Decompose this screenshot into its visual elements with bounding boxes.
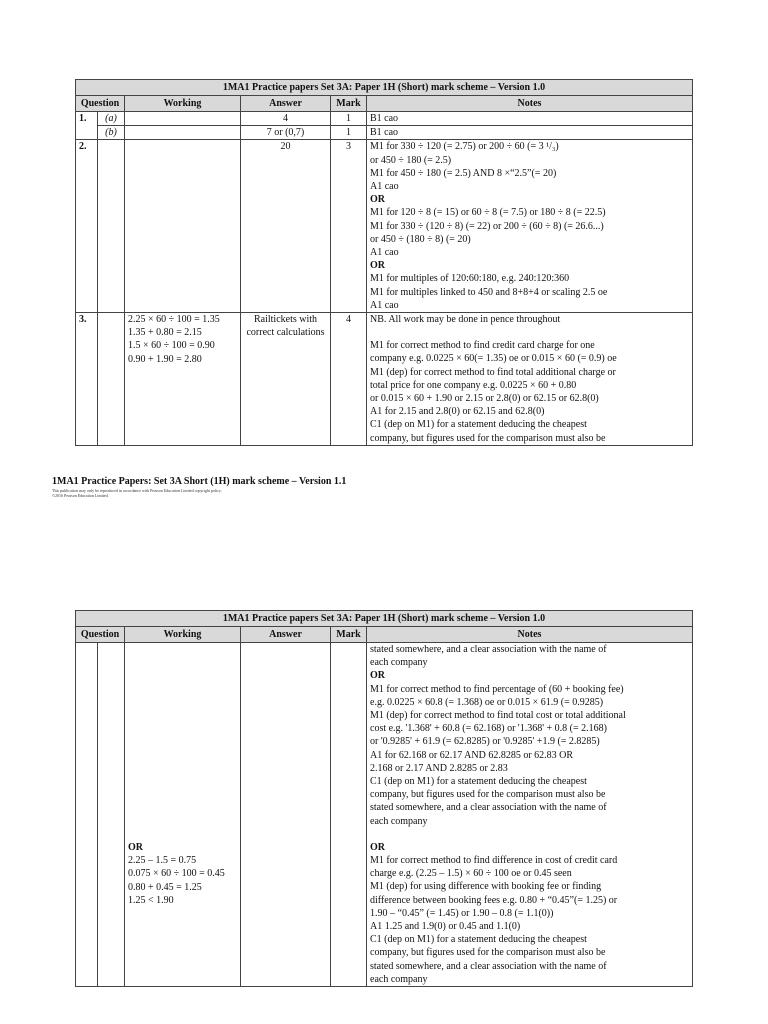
table-row: [76, 643, 693, 987]
note-line: A1 for 2.15 and 2.8(0) or 62.15 and 62.8(0): [370, 406, 545, 418]
note-line: A1 cao: [370, 299, 399, 311]
working-line: 1.5 × 60 ÷ 100 = 0.90: [128, 340, 215, 352]
mark-cell: 3: [331, 140, 367, 313]
answer-cell: 4: [241, 112, 331, 126]
table-row: [76, 112, 693, 126]
notes-cell: B1 cao: [367, 126, 693, 140]
table-row: [76, 126, 693, 140]
note-line: M1 for 330 ÷ 120 (= 2.75) or 200 ÷ 60 (= 3 ¹/₃): [370, 141, 559, 153]
notes-cell: [367, 140, 693, 313]
note-line: company, but figures used for the comparison must also be: [370, 947, 606, 959]
question-part: [98, 313, 125, 446]
question-part: (b): [98, 126, 125, 140]
note-line: or 450 ÷ (180 ÷ 8) (= 20): [370, 233, 471, 245]
header-working: Working: [125, 627, 241, 643]
working-line: 1.25 < 1.90: [128, 894, 174, 906]
table-row: [76, 313, 693, 446]
working-line: OR: [128, 842, 143, 853]
footer-title: 1MA1 Practice Papers: Set 3A Short (1H) mark scheme – Version 1.1: [52, 476, 347, 487]
note-line: stated somewhere, and a clear association with the name of: [370, 960, 607, 972]
note-line: company, but figures used for the comparison must also be: [370, 432, 606, 444]
answer-cell: 20: [241, 140, 331, 313]
note-line: M1 for multiples linked to 450 and 8+8+4 or scaling 2.5 oe: [370, 286, 608, 298]
note-line: M1 for 330 ÷ (120 ÷ 8) (= 22) or 200 ÷ (60 ÷ 8) (= 26.6...): [370, 220, 604, 232]
note-line: M1 (dep) for correct method to find total additional charge or: [370, 366, 616, 378]
question-number: 2.: [76, 140, 98, 313]
note-line: M1 for correct method to find difference in cost of credit card: [370, 855, 618, 867]
working-cell: [125, 313, 241, 446]
note-line: M1 (dep) for correct method to find total cost or total additional: [370, 710, 626, 722]
note-line: or 450 ÷ 180 (= 2.5): [370, 154, 452, 166]
note-line: company, but figures used for the comparison must also be: [370, 789, 606, 801]
mark-scheme-table: [75, 79, 693, 446]
note-line: or 0.015 × 60 + 1.90 or 2.15 or 2.8(0) or 62.15 or 62.8(0): [370, 393, 599, 405]
mark-scheme-table: [75, 610, 693, 987]
question-number: 1.: [76, 112, 98, 140]
note-line: A1 for 62.168 or 62.17 AND 62.8285 or 62.83 OR: [370, 749, 574, 761]
note-line: M1 for 120 ÷ 8 (= 15) or 60 ÷ 8 (= 7.5) or 180 ÷ 8 (= 22.5): [370, 207, 606, 219]
note-line: M1 (dep) for using difference with booking fee or finding: [370, 881, 602, 893]
answer-line: correct calculations: [246, 327, 325, 339]
note-line: charge e.g. (2.25 – 1.5) × 60 ÷ 100 oe or 0.45 seen: [370, 868, 572, 880]
note-line: A1 cao: [370, 247, 399, 259]
note-line: M1 for correct method to find percentage of (60 + booking fee): [370, 683, 624, 695]
note-line: or '0.9285' + 61.9 (= 62.8285) or '0.9285' +1.9 (= 2.8285): [370, 736, 600, 748]
answer-cell: 7 or (0,7): [241, 126, 331, 140]
answer-cell: [241, 643, 331, 987]
note-line: OR: [370, 260, 385, 272]
header-mark: Mark: [331, 627, 367, 643]
mark-cell: [331, 643, 367, 987]
working-line: 1.35 + 0.80 = 2.15: [128, 327, 202, 339]
header-question: Question: [76, 96, 125, 112]
working-line: 0.075 × 60 ÷ 100 = 0.45: [128, 868, 225, 880]
working-cell: [125, 126, 241, 140]
working-cell: [125, 140, 241, 313]
question-part: [98, 643, 125, 987]
note-line: OR: [370, 670, 385, 682]
working-line: 2.25 × 60 ÷ 100 = 1.35: [128, 314, 220, 326]
question-number: [76, 643, 98, 987]
question-part: [98, 140, 125, 313]
page-footer: [52, 476, 752, 498]
table-row: [76, 140, 693, 313]
note-line: company e.g. 0.0225 × 60(= 1.35) oe or 0.015 × 60 (= 0.9) oe: [370, 353, 617, 365]
note-line: A1 1.25 and 1.9(0) or 0.45 and 1.1(0): [370, 921, 521, 933]
header-notes: Notes: [367, 96, 693, 112]
working-line: 2.25 – 1.5 = 0.75: [128, 855, 197, 867]
working-cell: [125, 643, 241, 987]
footer-copyright: ©2016 Pearson Education Limited.: [52, 493, 109, 498]
notes-cell: B1 cao: [367, 112, 693, 126]
mark-scheme-page-2: [75, 610, 693, 987]
note-line: stated somewhere, and a clear association with the name of: [370, 644, 607, 655]
note-line: each company: [370, 815, 428, 827]
header-answer: Answer: [241, 96, 331, 112]
table-title: 1MA1 Practice papers Set 3A: Paper 1H (Short) mark scheme – Version 1.0: [76, 80, 693, 96]
header-mark: Mark: [331, 96, 367, 112]
note-line: stated somewhere, and a clear association with the name of: [370, 802, 607, 814]
answer-line: Railtickets with: [253, 314, 318, 326]
note-line: OR: [370, 841, 385, 853]
note-line: M1 for correct method to find credit card charge for one: [370, 340, 595, 352]
answer-cell: [241, 313, 331, 446]
note-line: 1.90 – “0.45” (= 1.45) or 1.90 – 0.8 (= 1.1(0)): [370, 907, 554, 919]
question-number: 3.: [76, 313, 98, 446]
header-answer: Answer: [241, 627, 331, 643]
header-notes: Notes: [367, 627, 693, 643]
note-line: A1 cao: [370, 181, 399, 193]
mark-cell: 1: [331, 112, 367, 126]
note-line: M1 for 450 ÷ 180 (= 2.5) AND 8 ×“2.5”(= 20): [370, 167, 557, 179]
note-line: cost e.g. '1.368' + 60.8 (= 62.168) or '1.368' + 0.8 (= 2.168): [370, 723, 607, 735]
header-working: Working: [125, 96, 241, 112]
note-line: each company: [370, 657, 428, 669]
working-line: 0.90 + 1.90 = 2.80: [128, 353, 202, 365]
header-question: Question: [76, 627, 125, 643]
note-line: total price for one company e.g. 0.0225 × 60 + 0.80: [370, 379, 577, 391]
notes-cell: [367, 643, 693, 987]
note-line: C1 (dep on M1) for a statement deducing the cheapest: [370, 776, 587, 788]
mark-scheme-page-1: [75, 79, 693, 446]
working-line: 0.80 + 0.45 = 1.25: [128, 881, 202, 893]
question-part: (a): [98, 112, 125, 126]
footer-copyright-policy: This publication may only be reproduced in accordance with Pearson Education Limited copyright policy.: [52, 488, 222, 493]
working-cell: [125, 112, 241, 126]
note-line: OR: [370, 194, 385, 206]
note-line: NB. All work may be done in pence throughout: [370, 314, 561, 326]
note-line: each company: [370, 973, 428, 985]
mark-cell: 1: [331, 126, 367, 140]
note-line: M1 for multiples of 120:60:180, e.g. 240:120:360: [370, 273, 570, 285]
note-line: 2.168 or 2.17 AND 2.8285 or 2.83: [370, 762, 508, 774]
note-line: difference between booking fees e.g. 0.80 + “0.45”(= 1.25) or: [370, 894, 618, 906]
note-line: e.g. 0.0225 × 60.8 (= 1.368) oe or 0.015 × 61.9 (= 0.9285): [370, 696, 604, 708]
mark-cell: 4: [331, 313, 367, 446]
note-line: C1 (dep on M1) for a statement deducing the cheapest: [370, 934, 587, 946]
notes-cell: [367, 313, 693, 446]
table-title: 1MA1 Practice papers Set 3A: Paper 1H (Short) mark scheme – Version 1.0: [76, 611, 693, 627]
note-line: C1 (dep on M1) for a statement deducing the cheapest: [370, 419, 587, 431]
